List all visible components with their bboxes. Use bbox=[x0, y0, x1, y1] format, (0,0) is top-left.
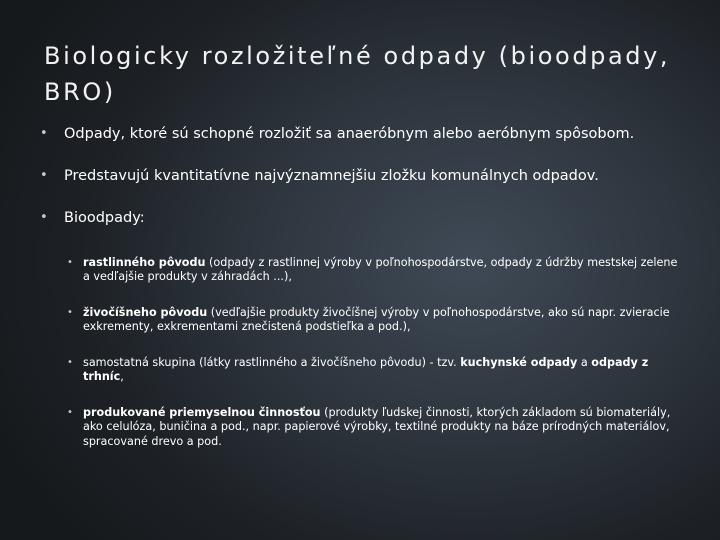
sub-bullet-text: samostatná skupina (látky rastlinného a živočíšneho pôvodu) - tzv. bbox=[83, 356, 461, 369]
sub-bullet-bold: živočíšneho pôvodu bbox=[83, 306, 208, 319]
sub-bullet-item bbox=[67, 256, 683, 285]
sub-bullet-dot-icon: • bbox=[67, 257, 73, 268]
bullet-item bbox=[30, 166, 690, 186]
bullet-text: Bioodpady: bbox=[64, 210, 145, 226]
bullet-item bbox=[30, 208, 690, 228]
sub-bullet-bold: kuchynské odpady bbox=[460, 356, 578, 369]
sub-bullet-bold: produkované priemyselnou činnosťou bbox=[83, 406, 321, 419]
bullet-text: Predstavujú kvantitatívne najvýznamnejšiu zložku komunálnych odpadov. bbox=[64, 168, 599, 184]
bullet-dot-icon: • bbox=[40, 168, 48, 183]
sub-bullet-item bbox=[67, 406, 683, 449]
bullet-dot-icon: • bbox=[40, 210, 48, 225]
sub-bullet-dot-icon: • bbox=[67, 407, 73, 418]
sub-bullet-dot-icon: • bbox=[67, 307, 73, 318]
sub-bullet-text: (odpady z rastlinnej výroby v poľnohospodárstve, odpady z údržby mestskej zelene a vedľajšie produkty v záhradách ...), bbox=[83, 256, 678, 284]
bullet-dot-icon: • bbox=[40, 126, 48, 141]
sub-bullet-text: (produkty ľudskej činnosti, ktorých základom sú biomateriály, ako celulóza, buničina a pod., napr. papierové výrobky, textilné produkty na báze prírodných materiálov, spracované drevo a pod. bbox=[83, 406, 671, 448]
sub-bullet-item bbox=[67, 306, 683, 335]
bullet-text: Odpady, ktoré sú schopné rozložiť sa anaeróbnym alebo aeróbnym spôsobom. bbox=[64, 126, 635, 142]
sub-bullet-bold: odpady z trhníc bbox=[83, 356, 649, 384]
sub-bullet-item bbox=[67, 356, 683, 385]
sub-bullet-text: , bbox=[120, 370, 124, 384]
sub-bullet-text: (vedľajšie produkty živočíšnej výroby v poľnohospodárstve, ako sú napr. zvieracie exkrementy, exkrementami znečistená podstieľka a pod.), bbox=[83, 306, 670, 334]
bullet-list bbox=[30, 124, 690, 250]
bullet-item bbox=[30, 124, 690, 144]
sub-bullet-dot-icon: • bbox=[67, 357, 73, 368]
sub-bullet-bold: rastlinného pôvodu bbox=[83, 256, 206, 269]
slide-title: Biologicky rozložiteľné odpady (bioodpady, BRO) bbox=[44, 42, 671, 106]
sub-bullet-text: a bbox=[577, 356, 592, 369]
